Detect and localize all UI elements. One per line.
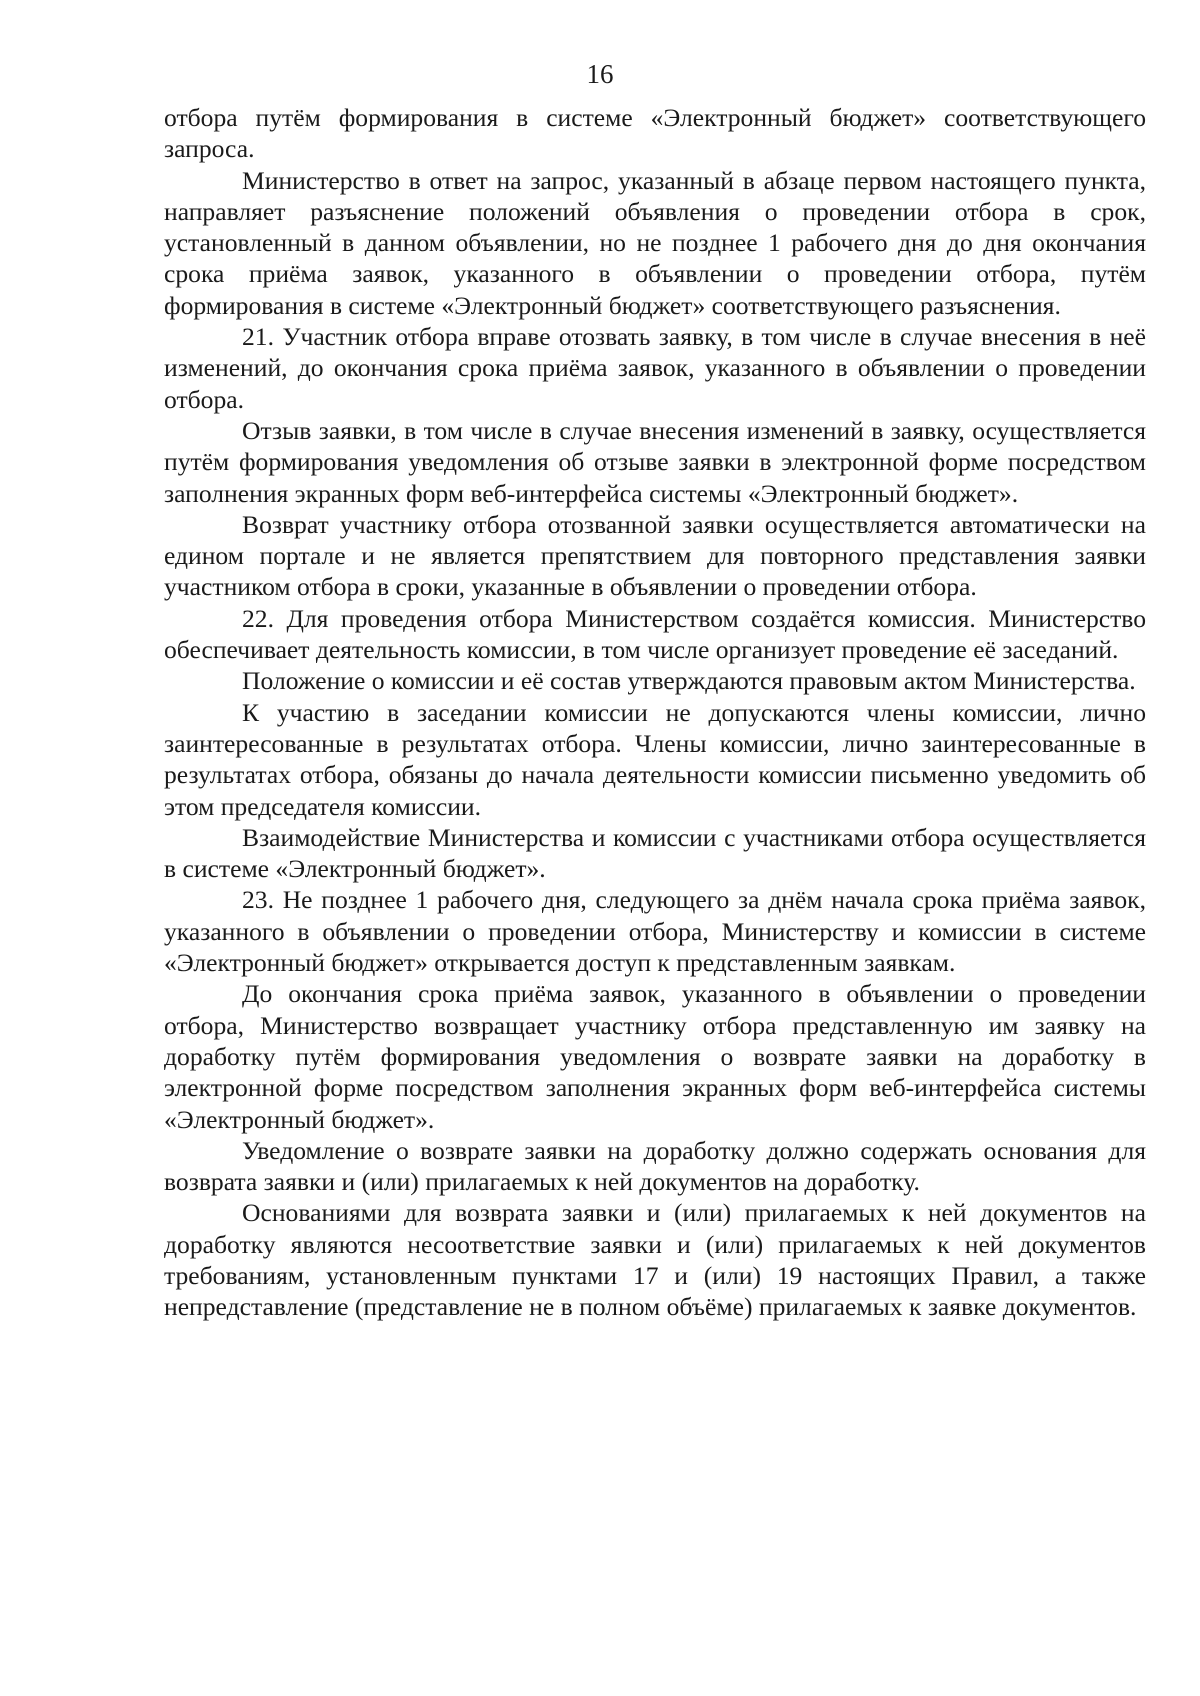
paragraph-withdrawal-procedure: Отзыв заявки, в том числе в случае внесения изменений в заявку, осуществляется путём формирования уведомления об отзыве заявки в электронной форме посредством заполнения экранных форм веб-интерфейса системы «Электронный бюджет». bbox=[164, 415, 1146, 508]
paragraph-return-for-revision: До окончания срока приёма заявок, указанного в объявлении о проведении отбора, Министерство возвращает участнику отбора представленную им заявку на доработку путём формирования уведомления о возврате заявки на доработку в электронной форме посредством заполнения экранных форм веб-интерфейса системы «Электронный бюджет». bbox=[164, 979, 1146, 1134]
paragraph-clause-23: 23. Не позднее 1 рабочего дня, следующего за днём начала срока приёма заявок, указанного в объявлении о проведении отбора, Министерству и комиссии в системе «Электронный бюджет» открывается доступ к представленным заявкам. bbox=[164, 885, 1146, 978]
paragraph-clause-22: 22. Для проведения отбора Министерством создаётся комиссия. Министерство обеспечивает деятельность комиссии, в том числе организует проведение её заседаний. bbox=[164, 603, 1146, 665]
document-body bbox=[164, 102, 1146, 1323]
paragraph-conflict-of-interest: К участию в заседании комиссии не допускаются члены комиссии, лично заинтересованные в результатах отбора. Члены комиссии, лично заинтересованные в результатах отбора, обязаны до начала деятельности комиссии письменно уведомить об этом председателя комиссии. bbox=[164, 697, 1146, 821]
paragraph-return-grounds: Основаниями для возврата заявки и (или) прилагаемых к ней документов на доработку являются несоответствие заявки и (или) прилагаемых к ней документов требованиям, установленным пунктами 17 и (или) 19 настоящих Правил, а также непредставление (представление не в полном объёме) прилагаемых к заявке документов. bbox=[164, 1198, 1146, 1322]
paragraph-continuation: отбора путём формирования в системе «Электронный бюджет» соответствующего запроса. bbox=[164, 103, 1146, 164]
paragraph-return-notice: Уведомление о возврате заявки на доработку должно содержать основания для возврата заявки и (или) прилагаемых к ней документов на доработку. bbox=[164, 1135, 1146, 1197]
paragraph-ministry-response: Министерство в ответ на запрос, указанный в абзаце первом настоящего пункта, направляет разъяснение положений объявления о проведении отбора в срок, установленный в данном объявлении, но не позднее 1 рабочего дня до дня окончания срока приёма заявок, указанного в объявлении о проведении отбора, путём формирования в системе «Электронный бюджет» соответствующего разъяснения. bbox=[164, 165, 1146, 320]
page-number: 16 bbox=[586, 59, 614, 89]
paragraph-interaction: Взаимодействие Министерства и комиссии с участниками отбора осуществляется в системе «Электронный бюджет». bbox=[164, 822, 1146, 884]
paragraph-commission-regulation: Положение о комиссии и её состав утверждаются правовым актом Министерства. bbox=[242, 666, 1136, 696]
paragraph-withdrawn-return: Возврат участнику отбора отозванной заявки осуществляется автоматически на едином портале и не является препятствием для повторного представления заявки участником отбора в сроки, указанные в объявлении о проведении отбора. bbox=[164, 509, 1146, 602]
paragraph-clause-21: 21. Участник отбора вправе отозвать заявку, в том числе в случае внесения в неё изменений, до окончания срока приёма заявок, указанного в объявлении о проведении отбора. bbox=[164, 322, 1146, 414]
